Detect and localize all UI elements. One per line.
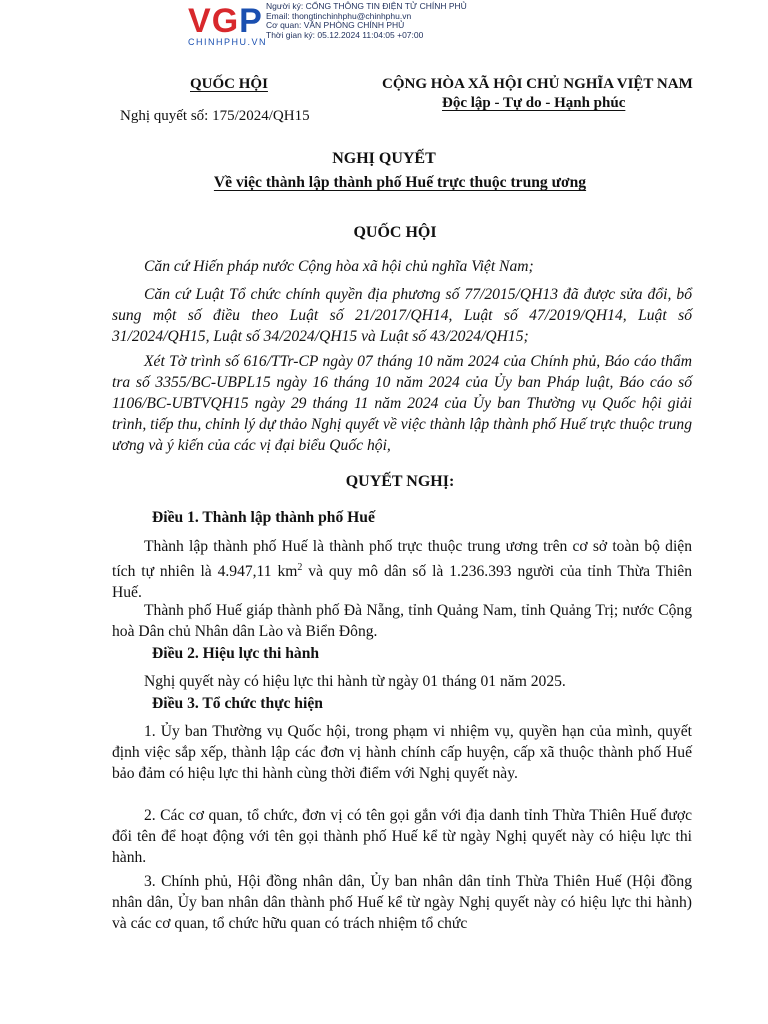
document-subtitle: Về việc thành lập thành phố Huế trực thuộc trung ương xyxy=(213,174,587,191)
signature-details xyxy=(266,2,467,40)
decides-heading: QUYẾT NGHỊ: xyxy=(345,473,455,490)
article-1-heading: Điều 1. Thành lập thành phố Huế xyxy=(152,509,375,526)
digital-signature-stamp xyxy=(0,0,768,50)
preamble-constitution: Căn cứ Hiến pháp nước Cộng hòa xã hội chủ nghĩa Việt Nam; xyxy=(144,258,534,275)
preamble-law: Căn cứ Luật Tổ chức chính quyền địa phương số 77/2015/QH13 đã được sửa đổi, bổ sung một số điều theo Luật số 21/2017/QH14, Luật số 47/2019/QH14, Luật số 31/2024/QH15, Luật số 34/2024/QH15 và Luật số 43/2024/QH15; xyxy=(112,286,692,345)
issuing-agency: QUỐC HỘI xyxy=(190,76,268,92)
agency-line: Cơ quan: VĂN PHÒNG CHÍNH PHỦ xyxy=(266,20,405,31)
article-1-paragraph-2: Thành phố Huế giáp thành phố Đà Nẵng, tỉnh Quảng Nam, tỉnh Quảng Trị; nước Cộng hoà Dân chủ Nhân dân Lào và Biển Đông. xyxy=(112,602,692,640)
article-3-heading: Điều 3. Tổ chức thực hiện xyxy=(152,695,323,712)
article-2-heading: Điều 2. Hiệu lực thi hành xyxy=(152,645,320,662)
article-3-item-3: 3. Chính phủ, Hội đồng nhân dân, Ủy ban nhân dân tỉnh Thừa Thiên Huế (Hội đồng nhân dân, Ủy ban nhân dân thành phố Huế kể từ ngày Nghị quyết này có hiệu lực thi hành) và các cơ quan, tổ chức hữu quan có trách nhiệm tổ chức xyxy=(112,873,692,932)
nation-name: CỘNG HÒA XÃ HỘI CHỦ NGHĨA VIỆT NAM xyxy=(382,76,693,92)
article-3-item-2: 2. Các cơ quan, tổ chức, đơn vị có tên gọi gắn với địa danh tỉnh Thừa Thiên Huế được đổi tên để hoạt động với tên gọi thành phố Huế kể từ ngày Nghị quyết này có hiệu lực thi hành. xyxy=(112,807,692,866)
article-3-item-1: 1. Ủy ban Thường vụ Quốc hội, trong phạm vi nhiệm vụ, quyền hạn của mình, quyết định việc sắp xếp, thành lập các đơn vị hành chính cấp huyện, cấp xã thuộc thành phố Huế bảo đảm có hiệu lực thi hành cùng thời điểm với Nghị quyết này. xyxy=(112,723,692,782)
document-title: NGHỊ QUYẾT xyxy=(332,150,436,167)
signing-time-line: Thời gian ký: 05.12.2024 11:04:05 +07:00 xyxy=(266,29,424,40)
nation-motto: Độc lập - Tự do - Hạnh phúc xyxy=(442,95,626,111)
article-1-paragraph-1: Thành lập thành phố Huế là thành phố trực thuộc trung ương trên cơ sở toàn bộ diện tích tự nhiên là 4.947,11 $km^2$ và quy mô dân số là 1.236.393 người của tỉnh Thừa Thiên Huế. xyxy=(112,538,692,602)
vgp-logo: VGP xyxy=(188,2,263,40)
signer-line: Người ký: CỔNG THÔNG TIN ĐIỆN TỬ CHÍNH PHỦ xyxy=(266,1,467,11)
email-line: Email: thongtinchinhphu@chinhphu.vn xyxy=(266,10,412,21)
issuer-heading: QUỐC HỘI xyxy=(353,224,437,241)
preamble-review: Xét Tờ trình số 616/TTr-CP ngày 07 tháng 10 năm 2024 của Chính phủ, Báo cáo thẩm tra số 3355/BC-UBPL15 ngày 16 tháng 10 năm 2024 của Ủy ban Pháp luật, Báo cáo số 1106/BC-UBTVQH15 ngày 29 tháng 11 năm 2024 của Ủy ban Thường vụ Quốc hội giải trình, tiếp thu, chỉnh lý dự thảo Nghị quyết về việc thành lập thành phố Huế trực thuộc trung ương và ý kiến của các vị đại biểu Quốc hội, xyxy=(112,353,692,454)
vgp-logo-caption: CHINHPHU.VN xyxy=(188,37,268,47)
resolution-number: Nghị quyết số: 175/2024/QH15 xyxy=(120,108,310,124)
article-2-paragraph-1: Nghị quyết này có hiệu lực thi hành từ ngày 01 tháng 01 năm 2025. xyxy=(144,673,566,690)
